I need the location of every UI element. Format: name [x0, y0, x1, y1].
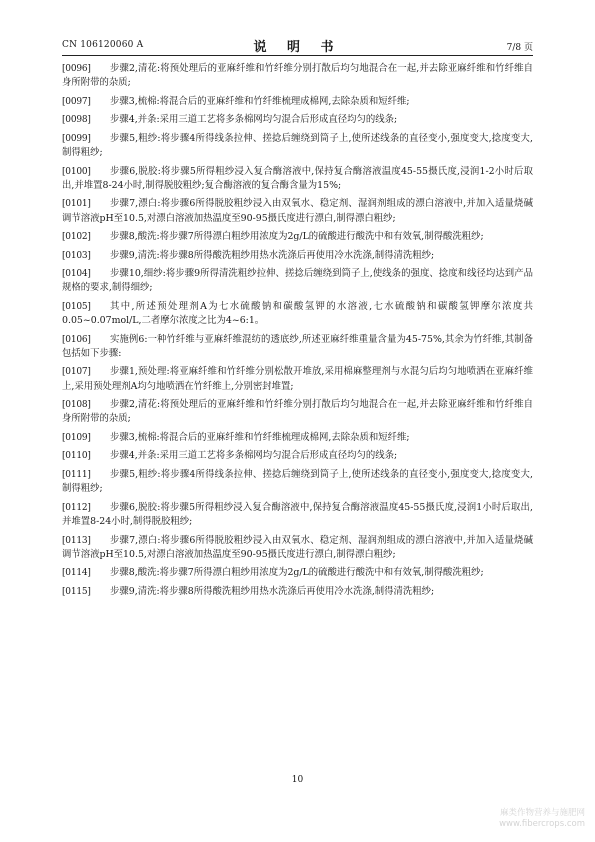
paragraph-number: [0099] [62, 133, 91, 144]
paragraph [62, 113, 533, 127]
paragraph-number: [0111] [62, 469, 91, 480]
paragraph-number: [0101] [62, 199, 91, 210]
paragraph [62, 566, 533, 580]
paragraph [62, 300, 533, 329]
paragraph-number: [0107] [62, 367, 91, 378]
paragraph-number: [0097] [62, 96, 91, 107]
paragraph [62, 333, 533, 362]
paragraph-number: [0108] [62, 400, 91, 411]
paragraph [62, 398, 533, 427]
paragraph-text: 步骤3,梳棉:将混合后的亚麻纤维和竹纤维梳理成棉网,去除杂质和短纤维; [110, 95, 410, 107]
paragraph-number: [0098] [62, 115, 91, 126]
paragraph [62, 449, 533, 463]
paragraph-number: [0115] [62, 586, 91, 597]
paragraph-text: 步骤9,清洗:将步骤8所得酸洗粗纱用热水洗涤后再使用冷水洗涤,制得清洗粗纱; [110, 585, 435, 597]
paragraph [62, 230, 533, 244]
paragraph-text: 步骤3,梳棉:将混合后的亚麻纤维和竹纤维梳理成棉网,去除杂质和短纤维; [110, 431, 410, 443]
paragraph-text: 步骤4,并条:采用三道工艺将多条棉网均匀混合后形成直径均匀的线条; [110, 114, 398, 126]
paragraph-number: [0100] [62, 166, 91, 177]
paragraph [62, 501, 533, 530]
page-indicator: 7/8 页 [506, 43, 533, 53]
paragraph [62, 267, 533, 296]
page-header [62, 36, 533, 54]
watermark-site-name: 麻类作物营养与施肥网 [499, 808, 585, 818]
paragraph-text: 步骤6,脱胶:将步骤5所得粗纱浸入复合酶溶液中,保持复合酶溶液温度45-55摄氏度,浸润1小时后取出,并堆置8-24小时,制得脱胶粗纱; [62, 501, 533, 528]
paragraph [62, 534, 533, 563]
paragraph [62, 165, 533, 194]
paragraph [62, 132, 533, 161]
paragraph-text: 步骤7,漂白:将步骤6所得脱胶粗纱浸入由双氧水、稳定剂、湿润剂组成的漂白溶液中,并加入适量烧碱调节溶液pH至10.5,对漂白溶液加热温度至90-95摄氏度进行漂白,制得漂白粗纱; [62, 198, 533, 224]
paragraph-number: [0105] [62, 301, 91, 312]
header-divider [62, 55, 533, 56]
paragraph [62, 197, 533, 226]
paragraph-text: 步骤10,细纱:将步骤9所得清洗粗纱拉伸、搓捻后缠绕到筒子上,使线条的强度、捻度和线径均达到产品规格的要求,制得细纱; [62, 268, 533, 294]
paragraph-text: 步骤9,清洗:将步骤8所得酸洗粗纱用热水洗涤后再使用冷水洗涤,制得清洗粗纱; [110, 249, 435, 261]
paragraph-number: [0106] [62, 334, 91, 345]
paragraph [62, 431, 533, 445]
paragraph-text: 步骤4,并条:采用三道工艺将多条棉网均匀混合后形成直径均匀的线条; [110, 450, 398, 462]
paragraph-number: [0096] [62, 64, 91, 74]
paragraph-number: [0110] [62, 451, 91, 462]
paragraph-text: 步骤2,清花:将预处理后的亚麻纤维和竹纤维分别打散后均匀地混合在一起,并去除亚麻纤维和竹纤维自身所附带的杂质; [62, 63, 533, 89]
paragraph [62, 468, 533, 497]
paragraph-text: 其中,所述预处理剂A为七水硫酸钠和碳酸氢钾的水溶液,七水硫酸钠和碳酸氢钾摩尔浓度共0.05~0.07mol/L,二者摩尔浓度之比为4~6:1。 [62, 300, 533, 327]
paragraph-number: [0112] [62, 502, 91, 513]
paragraph-number: [0109] [62, 432, 91, 443]
page-title: 说 明 书 [253, 40, 342, 55]
patent-number: CN 106120060 A [62, 40, 144, 50]
paragraph-text: 实施例6:一种竹纤维与亚麻纤维混纺的透底纱,所述亚麻纤维重量含量为45-75%,其余为竹纤维,其制备包括如下步骤: [62, 333, 533, 359]
paragraph-text: 步骤6,脱胶:将步骤5所得粗纱浸入复合酶溶液中,保持复合酶溶液温度45-55摄氏度,浸润1-2小时后取出,并堆置8-24小时,制得脱胶粗纱;复合酶溶液的复合酶含量为15%; [62, 165, 533, 191]
paragraph [62, 365, 533, 394]
watermark-url: www.fibercrops.com [499, 819, 585, 829]
paragraph [62, 62, 533, 91]
paragraph-text: 步骤7,漂白:将步骤6所得脱胶粗纱浸入由双氧水、稳定剂、湿润剂组成的漂白溶液中,并加入适量烧碱调节溶液pH至10.5,对漂白溶液加热温度至90-95摄氏度进行漂白,制得漂白粗纱; [62, 534, 533, 560]
page-number: 10 [291, 775, 304, 785]
paragraph-text: 步骤8,酸洗:将步骤7所得漂白粗纱用浓度为2g/L的硫酸进行酸洗中和有效氧,制得酸洗粗纱; [110, 231, 484, 243]
paragraph [62, 249, 533, 263]
paragraph-number: [0102] [62, 232, 91, 243]
paragraph-text: 步骤5,粗纱:将步骤4所得线条拉伸、搓捻后缠绕到筒子上,使所述线条的直径变小,强度变大,捻度变大,制得粗纱; [62, 132, 533, 159]
paragraph-text: 步骤5,粗纱:将步骤4所得线条拉伸、搓捻后缠绕到筒子上,使所述线条的直径变小,强度变大,捻度变大,制得粗纱; [62, 468, 533, 495]
paragraph-number: [0104] [62, 269, 91, 280]
document-body [62, 62, 533, 603]
paragraph-number: [0103] [62, 250, 91, 261]
paragraph [62, 95, 533, 109]
paragraph-text: 步骤1,预处理:将亚麻纤维和竹纤维分别松散开堆放,采用棉麻整理剂与水混匀后均匀地喷洒在亚麻纤维上,采用预处理剂A均匀地喷洒在竹纤维上,分别密封堆置; [62, 366, 533, 392]
paragraph-text: 步骤2,清花:将预处理后的亚麻纤维和竹纤维分别打散后均匀地混合在一起,并去除亚麻纤维和竹纤维自身所附带的杂质; [62, 399, 533, 425]
paragraph [62, 585, 533, 599]
paragraph-number: [0113] [62, 535, 91, 546]
watermark [499, 808, 585, 830]
paragraph-text: 步骤8,酸洗:将步骤7所得漂白粗纱用浓度为2g/L的硫酸进行酸洗中和有效氧,制得酸洗粗纱; [110, 567, 484, 579]
paragraph-number: [0114] [62, 568, 91, 579]
